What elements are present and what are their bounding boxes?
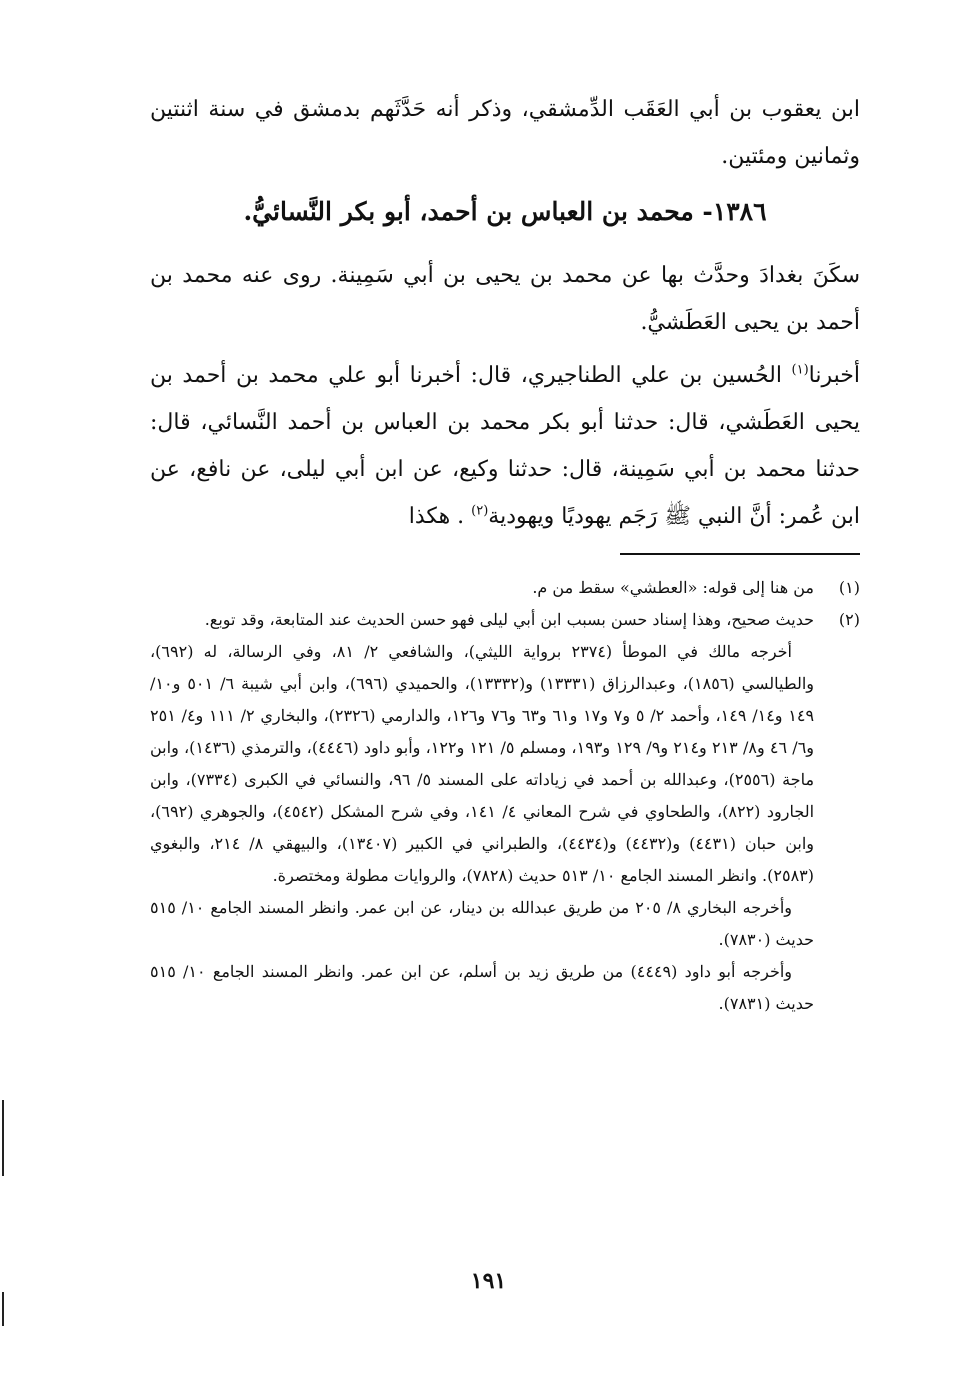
- footnote-2-text: حديث صحيح، وهذا إسناد حسن بسبب ابن أبي ليلى فهو حسن الحديث عند المتابعة، وقد توبع.: [204, 610, 814, 629]
- footnote-2-number: (٢): [838, 610, 860, 629]
- footnote-2-takhrij: أخرجه مالك في الموطأ (٢٣٧٤ برواية الليثي)، والشافعي ٢/ ٨١، وفي الرسالة، له (٦٩٢)، والطيالسي (١٨٥٦)، وعبدالرزاق (١٣٣٣١) و(١٣٣٣٢)، والحميدي (٦٩٦)، وابن أبي شيبة ٦/ ٥٠١ و١٠/ ١٤٩ و١٤/ ١٤٩، وأحمد ٢/ ٥ و٧ و١٧ و٦١ و٦٣ و٧٦ و١٢٦، والدارمي (٢٣٢٦)، والبخاري ٢/ ١١١ و٤/ ٢٥١ و٦/ ٤٦ و٨/ ٢١٣ و٢١٤ و٩/ ١٢٩ و١٩٣، ومسلم ٥/ ١٢١ و١٢٢، وأبو داود (٤٤٤٦)، والترمذي (١٤٣٦)، وابن ماجة (٢٥٥٦)، وعبدالله بن أحمد في زياداته على المسند ٥/ ٩٦، والنسائي في الكبرى (٧٣٣٤)، وابن الجارود (٨٢٢)، والطحاوي في شرح المعاني ٤/ ١٤١، وفي شرح المشكل (٤٥٤٢)، والجوهري (٦٩٢)، وابن حبان (٤٤٣١) و(٤٤٣٢) و(٤٤٣٤)، والطبراني في الكبير (١٣٤٠٧)، والبيهقي ٨/ ٢١٤، والبغوي (٢٥٨٣). وانظر المسند الجامع ١٠/ ٥١٣ حديث (٧٨٢٨)، والروايات مطولة ومختصرة.: [150, 642, 815, 885]
- footnote-1-text: من هنا إلى قوله: «العطشي» سقط من م.: [532, 578, 814, 597]
- isnad-text-start: أخبرنا: [808, 363, 860, 388]
- page-number: ١٩١: [470, 1268, 507, 1294]
- main-text-block: [150, 86, 860, 540]
- footnote-separator: [620, 553, 860, 555]
- footnote-1-number: (١): [838, 578, 860, 597]
- scan-edge-mark-lower: [2, 1292, 4, 1326]
- footnotes-block: [150, 572, 860, 1020]
- footnote-2: [150, 604, 860, 636]
- isnad-text-body: الحُسين بن علي الطناجيري، قال: أخبرنا أبو علي محمد بن أحمد بن يحيى العَطَشي، قال: حدثنا أبو بكر محمد بن العباس بن أحمد النَّسائي، قال: حدثنا محمد بن أبي سَمِينة، قال: حدثنا وكيع، عن ابن أبي ليلى، عن نافع، عن ابن عُمر: أنَّ النبي ﷺ رَجَم يهوديًا ويهودية: [150, 363, 860, 529]
- footnote-1: [150, 572, 860, 604]
- footnote-2-bukhari: وأخرجه البخاري ٨/ ٢٠٥ من طريق عبدالله بن دينار، عن ابن عمر. وانظر المسند الجامع ١٠/ ٥١٥ حديث (٧٨٣٠).: [150, 898, 814, 949]
- isnad-paragraph: [150, 352, 860, 540]
- isnad-text-end: . هكذا: [408, 504, 472, 529]
- biography-paragraph: سكَنَ بغدادَ وحدَّث بها عن محمد بن يحيى بن أبي سَمِينة. روى عنه محمد بن أحمد بن يحيى العَطَشيُّ.: [150, 263, 860, 335]
- entry-title: ١٣٨٦- محمد بن العباس بن أحمد، أبو بكر النَّسائيُّ.: [243, 197, 767, 226]
- scan-edge-mark: [2, 1100, 4, 1176]
- intro-paragraph: ابن يعقوب بن أبي العَقَب الدِّمشقي، وذكر أنه حَدَّثَهم بدمشق في سنة اثنتين وثمانين ومئتين.: [150, 97, 860, 169]
- footnote-ref-2[interactable]: (٢): [471, 503, 489, 519]
- footnote-2-abudawud: وأخرجه أبو داود (٤٤٤٩) من طريق زيد بن أسلم، عن ابن عمر. وانظر المسند الجامع ١٠/ ٥١٥ حديث (٧٨٣١).: [150, 962, 814, 1013]
- footnote-ref-1[interactable]: (١): [791, 362, 809, 378]
